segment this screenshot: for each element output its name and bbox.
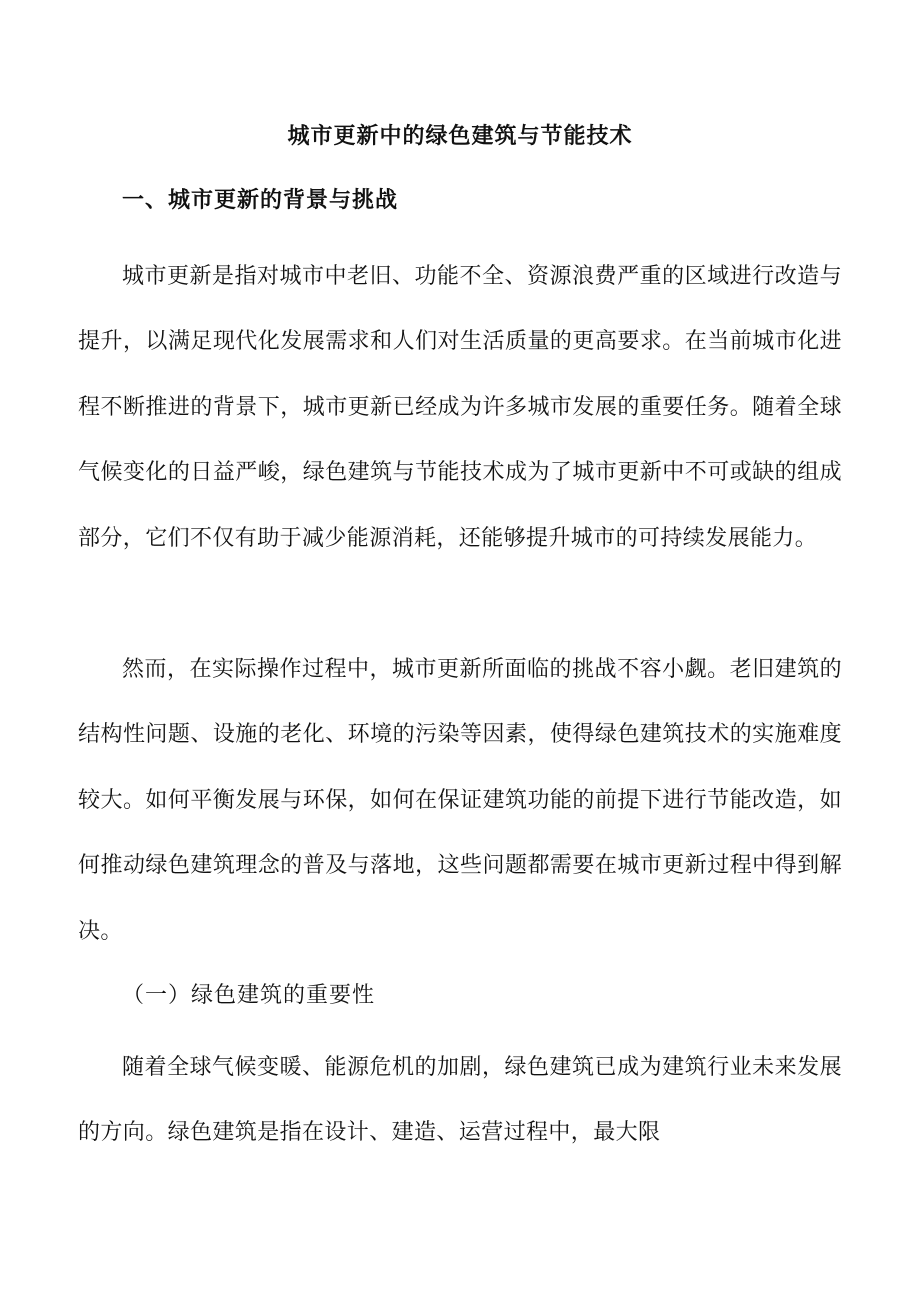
section-heading: 一、城市更新的背景与挑战 — [122, 187, 399, 213]
paragraph-background: 城市更新是指对城市中老旧、功能不全、资源浪费严重的区域进行改造与提升，以满足现代化发展需求和人们对生活质量的更高要求。在当前城市化进程不断推进的背景下，城市更新已经成为许多城市发展的重要任务。随着全球气候变化的日益严峻，绿色建筑与节能技术成为了城市更新中不可或缺的组成部分，它们不仅有助于减少能源消耗，还能够提升城市的可持续发展能力。 — [78, 264, 842, 551]
paragraph-challenges: 然而，在实际操作过程中，城市更新所面临的挑战不容小觑。老旧建筑的结构性问题、设施的老化、环境的污染等因素，使得绿色建筑技术的实施难度较大。如何平衡发展与环保，如何在保证建筑功能的前提下进行节能改造，如何推动绿色建筑理念的普及与落地，这些问题都需要在城市更新过程中得到解决。 — [78, 657, 842, 944]
paragraph-green-building: 随着全球气候变暖、能源危机的加剧，绿色建筑已成为建筑行业未来发展的方向。绿色建筑是指在设计、建造、运营过程中，最大限 — [78, 1055, 842, 1146]
subsection-heading: （一）绿色建筑的重要性 — [122, 983, 376, 1008]
document-title: 城市更新中的绿色建筑与节能技术 — [287, 123, 633, 149]
